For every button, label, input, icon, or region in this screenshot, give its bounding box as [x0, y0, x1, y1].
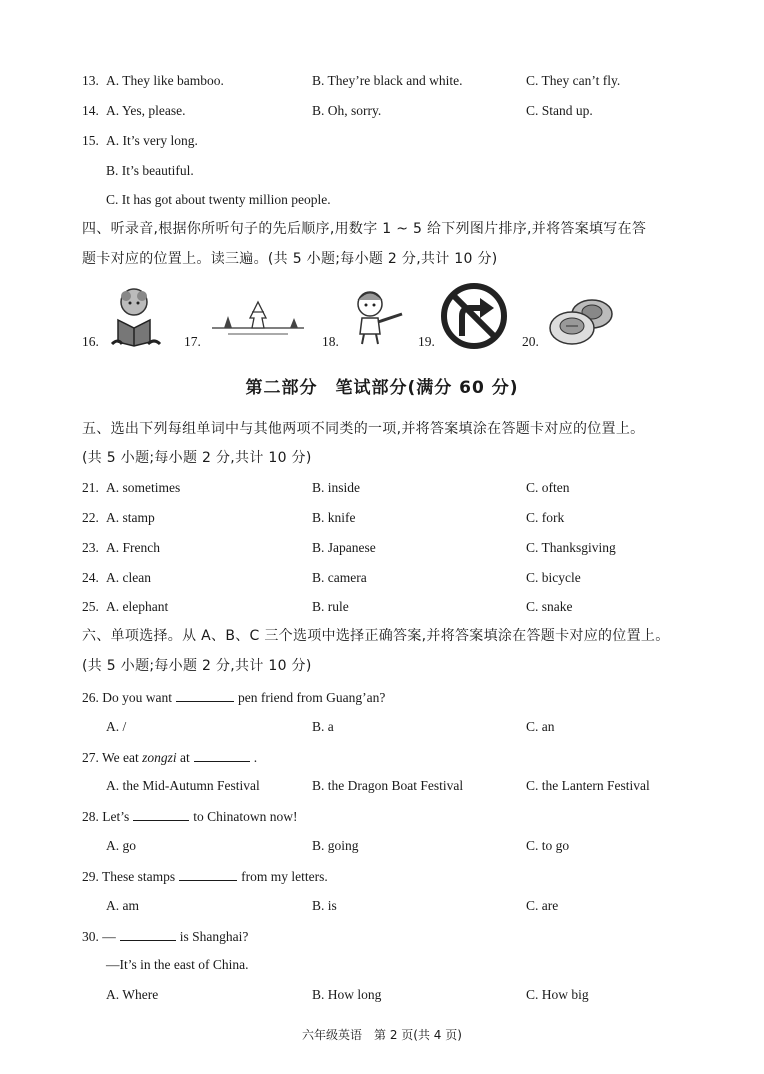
q15-option-a: A. It’s very long.	[106, 133, 198, 148]
q27-option-c: C. the Lantern Festival	[526, 778, 650, 793]
part2-title: 第二部分 笔试部分(满分 60 分)	[245, 378, 519, 398]
q29-blank	[179, 867, 237, 881]
section5-instruction-line2: (共 5 小题;每小题 2 分,共计 10 分)	[82, 450, 312, 466]
q30-stem	[82, 927, 248, 946]
q26-text-after: pen friend from Guang’an?	[238, 690, 386, 705]
q29-number: 29.	[82, 869, 99, 884]
q27-text-mid: at	[180, 750, 190, 765]
q23-option-b: B. Japanese	[312, 540, 376, 555]
q29-option-c: C. are	[526, 898, 559, 913]
q26-text-before: Do you want	[102, 690, 172, 705]
q22-option-a: A. stamp	[106, 510, 155, 525]
mooncake-icon	[548, 292, 616, 348]
q14-number: 14.	[82, 103, 99, 118]
section5-instruction-line1: 五、选出下列每组单词中与其他两项不同类的一项,并将答案填涂在答题卡对应的位置上。	[82, 421, 645, 437]
q29-text-after: from my letters.	[241, 869, 328, 884]
q26-option-c: C. an	[526, 719, 555, 734]
q13-option-c: C. They can’t fly.	[526, 73, 621, 88]
page-footer: 六年级英语 第 2 页(共 4 页)	[302, 1028, 462, 1042]
q15-option-c: C. It has got about twenty million people.	[106, 192, 331, 207]
q26-number: 26.	[82, 690, 99, 705]
q24-option-a: A. clean	[106, 570, 151, 585]
q27-stem	[82, 748, 257, 767]
q27-blank	[194, 748, 250, 762]
q24-option-c: C. bicycle	[526, 570, 581, 585]
q27-text-before: We eat	[102, 750, 139, 765]
q26-stem	[82, 688, 385, 707]
q27-option-b: B. the Dragon Boat Festival	[312, 778, 464, 793]
q27-italic-word: zongzi	[142, 750, 177, 765]
q29-text-before: These stamps	[102, 869, 176, 884]
picture-20-number: 20.	[522, 334, 539, 349]
q28-stem	[82, 807, 298, 826]
girl-reading-book-icon	[104, 284, 166, 348]
q28-text-before: Let’s	[102, 809, 130, 824]
q27-option-a: A. the Mid-Autumn Festival	[106, 778, 260, 793]
q25-number: 25.	[82, 599, 99, 614]
q25-option-b: B. rule	[312, 599, 349, 614]
q22-option-b: B. knife	[312, 510, 356, 525]
girl-with-pencil-icon	[346, 286, 408, 348]
q30-option-c: C. How big	[526, 987, 589, 1002]
q26-option-b: B. a	[312, 719, 334, 734]
q15-option-b: B. It’s beautiful.	[106, 163, 194, 178]
q30-option-b: B. How long	[312, 987, 382, 1002]
section6-instruction-line2: (共 5 小题;每小题 2 分,共计 10 分)	[82, 658, 312, 674]
section6-instruction-line1: 六、单项选择。从 A、B、C 三个选项中选择正确答案,并将答案填涂在答题卡对应的位置上。	[82, 628, 670, 644]
q30-blank	[120, 927, 176, 941]
picture-19-number: 19.	[418, 334, 435, 349]
q13-option-a: A. They like bamboo.	[106, 73, 224, 88]
q28-option-b: B. going	[312, 838, 359, 853]
q28-number: 28.	[82, 809, 99, 824]
q28-text-after: to Chinatown now!	[193, 809, 298, 824]
picture-16-number: 16.	[82, 334, 99, 349]
q29-option-b: B. is	[312, 898, 337, 913]
q14-option-b: B. Oh, sorry.	[312, 103, 382, 118]
q14-option-c: C. Stand up.	[526, 103, 593, 118]
pagoda-lake-icon	[208, 294, 308, 340]
q30-reply: —It’s in the east of China.	[106, 957, 249, 972]
q26-option-a: A. /	[106, 719, 127, 734]
q24-option-b: B. camera	[312, 570, 367, 585]
q22-option-c: C. fork	[526, 510, 565, 525]
q13-number: 13.	[82, 73, 99, 88]
q29-option-a: A. am	[106, 898, 139, 913]
q24-number: 24.	[82, 570, 99, 585]
q13-option-b: B. They’re black and white.	[312, 73, 463, 88]
q25-option-c: C. snake	[526, 599, 573, 614]
q21-option-a: A. sometimes	[106, 480, 181, 495]
q15-number: 15.	[82, 133, 99, 148]
q21-number: 21.	[82, 480, 99, 495]
q22-number: 22.	[82, 510, 99, 525]
section4-instruction-line2: 题卡对应的位置上。读三遍。(共 5 小题;每小题 2 分,共计 10 分)	[82, 251, 498, 267]
q28-option-a: A. go	[106, 838, 136, 853]
q30-number: 30.	[82, 929, 99, 944]
q27-number: 27.	[82, 750, 99, 765]
section4-instruction-line1: 四、听录音,根据你所听句子的先后顺序,用数字 1 ~ 5 给下列图片排序,并将答案填写在答	[82, 221, 647, 237]
q25-option-a: A. elephant	[106, 599, 169, 614]
q26-blank	[176, 688, 234, 702]
q30-dash: —	[102, 929, 116, 944]
q14-option-a: A. Yes, please.	[106, 103, 186, 118]
q23-option-a: A. French	[106, 540, 160, 555]
no-right-turn-sign-icon	[440, 282, 508, 350]
picture-18-number: 18.	[322, 334, 339, 349]
q28-blank	[133, 807, 189, 821]
q23-option-c: C. Thanksgiving	[526, 540, 616, 555]
q21-option-c: C. often	[526, 480, 570, 495]
q27-text-after: .	[253, 750, 258, 765]
q30-option-a: A. Where	[106, 987, 159, 1002]
q28-option-c: C. to go	[526, 838, 570, 853]
q30-text-after: is Shanghai?	[179, 929, 249, 944]
q29-stem	[82, 867, 328, 886]
picture-17-number: 17.	[184, 334, 201, 349]
q23-number: 23.	[82, 540, 99, 555]
q21-option-b: B. inside	[312, 480, 361, 495]
